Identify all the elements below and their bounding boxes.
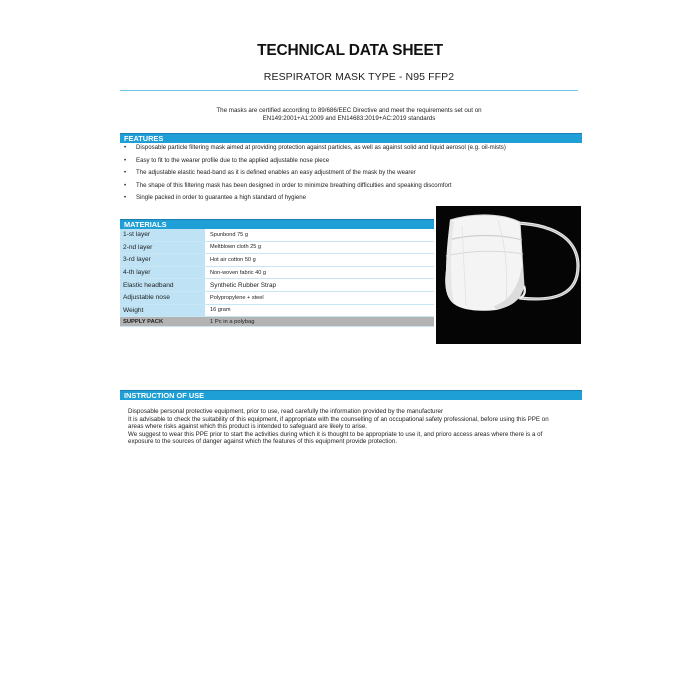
table-row [120, 279, 434, 292]
list-item [122, 158, 582, 164]
material-value: Non-woven fabric 40 g [205, 266, 434, 279]
certification-line-2: EN149:2001+A1:2009 and EN14683:2019+AC:2019 standards [262, 115, 436, 123]
instruction-line: Disposable personal protective equipment, prior to use, read carefully the information provided by the manufacturer [128, 408, 444, 415]
instruction-line: areas where risks against which this product is intended to safeguard are likely to arise. [128, 423, 368, 431]
material-label: Weight [120, 304, 205, 317]
instructions-text [128, 408, 588, 446]
materials-heading: MATERIALS [124, 220, 167, 229]
material-label: 1-st layer [120, 229, 205, 241]
material-value: 16 gram [205, 304, 434, 317]
bullet-icon: • [124, 144, 127, 151]
feature-text: The adjustable elastic head-band as it is defined enables an easy adjustment of the mask by the wearer [136, 169, 416, 177]
bullet-icon: • [124, 194, 127, 202]
supply-pack-label: SUPPLY PACK [120, 317, 205, 327]
list-item [122, 170, 582, 176]
feature-text: Disposable particle filtering mask aimed at providing protection against particles, as well as against solid and liquid aerosol (e.g. oil-mists) [136, 144, 506, 151]
material-value: Hot air cotton 50 g [205, 254, 434, 267]
supply-pack-row [120, 317, 434, 327]
material-label: 2-nd layer [120, 241, 205, 254]
instructions-heading-bar [120, 390, 582, 400]
bullet-icon: • [124, 181, 127, 189]
instruction-line: It is advisable to check the suitability of this equipment, if appropriate with the counselling of an occupational safety professional, before using this PPE on [128, 415, 549, 423]
materials-section [120, 219, 434, 327]
instruction-line: exposure to the sources of danger against which the features of this equipment provide protection. [128, 438, 397, 446]
header-divider [120, 90, 578, 91]
mask-illustration [436, 206, 581, 344]
instruction-line: We suggest to wear this PPE prior to start the activities during which it is thought to be appropriate to use it, and prioro access areas where there is a of [128, 430, 543, 438]
bullet-icon: • [124, 156, 127, 164]
materials-table [120, 229, 434, 327]
instructions-heading: INSTRUCTION OF USE [124, 391, 205, 400]
feature-text: Easy to fit to the wearer profile due to the applied adjustable nose piece [136, 156, 330, 164]
material-label: Adjustable nose [120, 291, 205, 304]
material-value: Meltblown cloth 25 g [205, 241, 434, 254]
table-row [120, 266, 434, 279]
material-label: Elastic headband [120, 279, 205, 292]
features-heading-bar [120, 133, 582, 143]
features-list [122, 145, 582, 208]
feature-text: The shape of this filtering mask has been designed in order to minimize breathing difficulties and speaking discomfort [136, 181, 452, 189]
material-value: Spunbond 75 g [205, 229, 434, 241]
materials-heading-bar [120, 219, 434, 229]
table-row [120, 304, 434, 317]
feature-text: Single packed in order to guarantee a high standard of hygiene [136, 194, 307, 202]
table-row [120, 241, 434, 254]
list-item [122, 195, 582, 201]
certification-line-1: The masks are certified according to 89/686/EEC Directive and meet the requirements set out on [216, 107, 482, 114]
material-label: 4-th layer [120, 266, 205, 279]
bullet-icon: • [124, 169, 127, 177]
table-row [120, 229, 434, 241]
table-row [120, 254, 434, 267]
table-row [120, 291, 434, 304]
list-item [122, 145, 582, 151]
features-heading: FEATURES [124, 134, 164, 143]
list-item [122, 183, 582, 189]
material-value: Polypropylene + steel [205, 291, 434, 304]
mask-product-photo [436, 206, 581, 344]
document-title: TECHNICAL DATA SHEET [257, 42, 443, 59]
document-subtitle: RESPIRATOR MASK TYPE - N95 FFP2 [263, 71, 455, 83]
certification-note [120, 107, 578, 124]
material-value: Synthetic Rubber Strap [205, 279, 434, 292]
material-label: 3-rd layer [120, 254, 205, 267]
supply-pack-value: 1 Pc in a polybag [205, 317, 434, 327]
